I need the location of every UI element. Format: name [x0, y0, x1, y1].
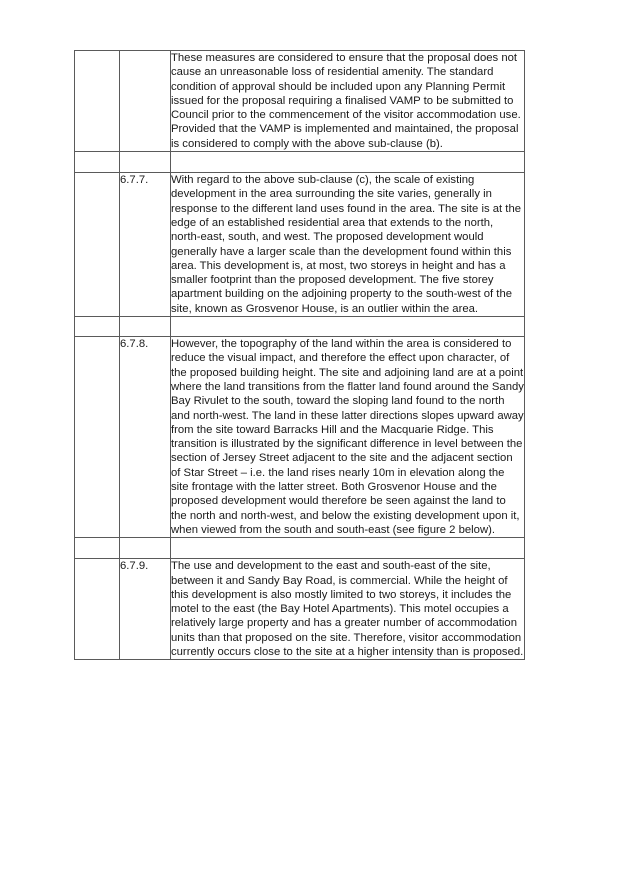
clause-number: 6.7.8. — [120, 337, 171, 538]
indent-cell — [75, 51, 120, 152]
spacer-row — [75, 538, 525, 559]
clause-number — [120, 51, 171, 152]
indent-cell — [75, 337, 120, 538]
spacer-row — [75, 152, 525, 173]
clause-row — [75, 337, 525, 538]
clause-text: However, the topography of the land within the area is considered to reduce the visual impact, and therefore the effect upon character, of the proposed building height. The site and adjoining land are at a point where the land transitions from the flatter land found around the Sandy Bay Rivulet to the south, toward the sloping land found to the north and north-west. The land in these latter directions slopes upward away from the site toward Barracks Hill and the Macquarie Ridge. This transition is illustrated by the significant difference in level between the section of Jersey Street adjacent to the site and the adjacent section of Star Street – i.e. the land rises nearly 10m in elevation along the site frontage with the latter street. Both Grosvenor House and the proposed development would therefore be seen against the land to the north and north-west, and below the existing development upon it, when viewed from the south and south-east (see figure 2 below). — [171, 338, 524, 536]
clause-table — [74, 50, 525, 660]
clause-row — [75, 51, 525, 152]
clause-row — [75, 559, 525, 660]
clause-text: The use and development to the east and south-east of the site, between it and Sandy Bay Road, is commercial. While the height of this development is also mostly limited to two storeys, it includes the motel to the east (the Bay Hotel Apartments). This motel occupies a relatively large property and has a greater number of accommodation units than that proposed on the site. Therefore, visitor accommodation currently occurs close to the site at a higher intensity than is proposed. — [171, 560, 524, 658]
clause-number: 6.7.7. — [120, 173, 171, 317]
clause-text: With regard to the above sub-clause (c), the scale of existing development in the area surrounding the site varies, generally in response to the different land uses found in the area. The site is at the edge of an established residential area that extends to the north, north-east, south, and west. The proposed development would generally have a larger scale than the development found within this area. This development is, at most, two storeys in height and has a smaller footprint than the proposed development. The five storey apartment building on the adjoining property to the south-west of the site, known as Grosvenor House, is an outlier within the area. — [171, 173, 525, 317]
clause-text: These measures are considered to ensure that the proposal does not cause an unreasonable loss of residential amenity. The standard condition of approval should be included upon any Planning Permit issued for the proposal requiring a finalised VAMP to be submitted to Council prior to the commencement of the visitor accommodation use. Provided that the VAMP is implemented and maintained, the proposal is considered to comply with the above sub-clause (b). — [171, 51, 525, 152]
indent-cell — [75, 173, 120, 317]
indent-cell — [75, 559, 120, 660]
clause-row — [75, 173, 525, 317]
clause-number: 6.7.9. — [120, 559, 171, 660]
spacer-row — [75, 317, 525, 337]
